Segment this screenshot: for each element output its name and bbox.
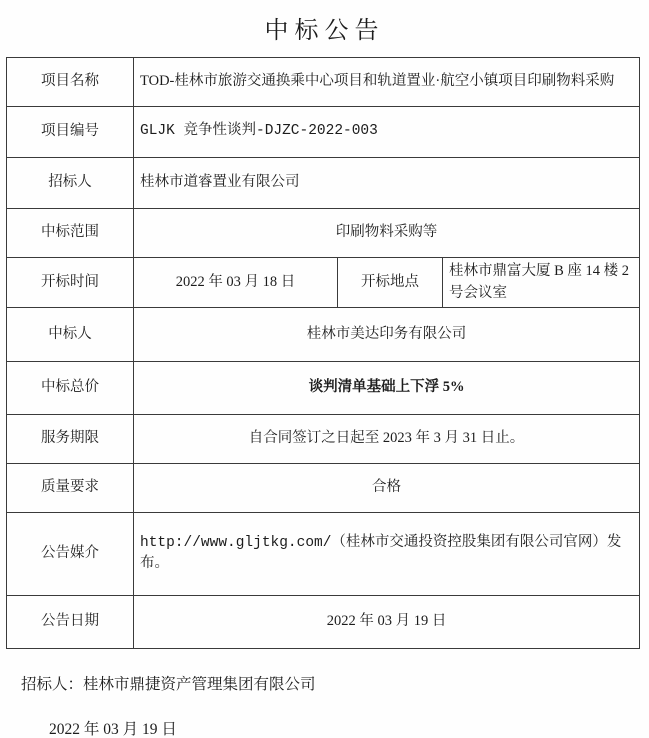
total-price-value: 谈判清单基础上下浮 5% <box>134 362 640 415</box>
tenderer-value: 桂林市道睿置业有限公司 <box>134 158 640 209</box>
announce-date-label: 公告日期 <box>7 596 134 649</box>
table-row <box>7 258 640 308</box>
service-period-label: 服务期限 <box>7 415 134 464</box>
announce-date-value: 2022 年 03 月 19 日 <box>134 596 640 649</box>
table-row <box>7 415 640 464</box>
media-label: 公告媒介 <box>7 513 134 596</box>
table-row <box>7 308 640 362</box>
service-period-value: 自合同签订之日起至 2023 年 3 月 31 日止。 <box>134 415 640 464</box>
quality-label: 质量要求 <box>7 464 134 513</box>
bid-opening-place-label: 开标地点 <box>338 258 443 308</box>
table-row <box>7 158 640 209</box>
table-row <box>7 596 640 649</box>
project-number-label: 项目编号 <box>7 107 134 158</box>
table-row <box>7 513 640 596</box>
media-value: http://www.gljtkg.com/（桂林市交通投资控股集团有限公司官网）发布。 <box>134 513 640 596</box>
project-number-value: GLJK 竞争性谈判-DJZC-2022-003 <box>134 107 640 158</box>
total-price-label: 中标总价 <box>7 362 134 415</box>
table-row <box>7 209 640 258</box>
table-row <box>7 464 640 513</box>
bid-opening-time-value: 2022 年 03 月 18 日 <box>134 258 338 308</box>
bid-opening-place-value: 桂林市鼎富大厦 B 座 14 楼 2 号会议室 <box>443 258 640 308</box>
table-row <box>7 107 640 158</box>
tenderer-label: 招标人 <box>7 158 134 209</box>
bid-scope-value: 印刷物料采购等 <box>134 209 640 258</box>
footer-date-line: 2022 年 03 月 19 日 <box>49 721 177 738</box>
table-row <box>7 58 640 107</box>
quality-value: 合格 <box>134 464 640 513</box>
winner-label: 中标人 <box>7 308 134 362</box>
table-row <box>7 362 640 415</box>
notice-table <box>6 57 640 649</box>
bid-opening-time-label: 开标时间 <box>7 258 134 308</box>
project-name-label: 项目名称 <box>7 58 134 107</box>
project-name-value: TOD-桂林市旅游交通换乘中心项目和轨道置业·航空小镇项目印刷物料采购 <box>134 58 640 107</box>
page-title: 中标公告 <box>264 18 385 44</box>
winner-value: 桂林市美达印务有限公司 <box>134 308 640 362</box>
footer-tenderer-line: 招标人：桂林市鼎捷资产管理集团有限公司 <box>21 676 316 693</box>
bid-scope-label: 中标范围 <box>7 209 134 258</box>
